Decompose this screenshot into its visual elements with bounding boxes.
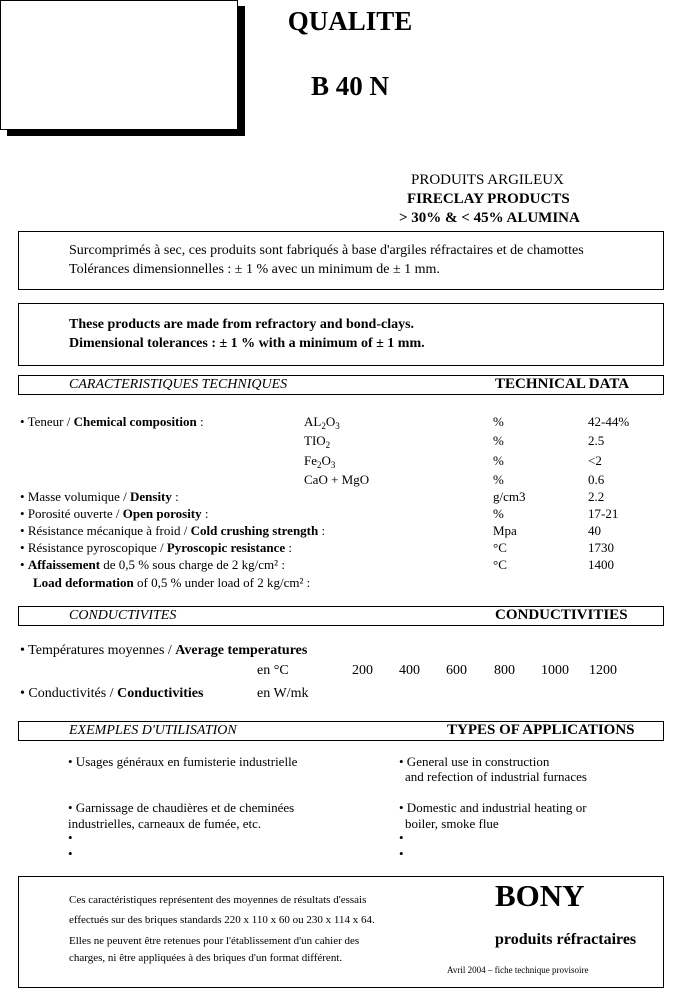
- property-density: • Masse volumique / Density :: [20, 489, 179, 504]
- composition-tio2-value: 2.5: [588, 433, 605, 448]
- description-fr-line1: Surcomprimés à sec, ces produits sont fabriqués à base d'argiles réfractaires et de chamottes: [69, 243, 584, 258]
- conductivity-unit: en W/mk: [257, 686, 309, 701]
- composition-tio2: $TIO_2$: [304, 433, 331, 450]
- temperature-value: 800: [494, 663, 515, 678]
- application-en-bullet: •: [399, 846, 404, 861]
- application-fr-2: • Garnissage de chaudières et de cheminées: [68, 800, 295, 815]
- application-fr-bullet: •: [68, 830, 73, 845]
- property-deformation-value: 1400: [588, 557, 614, 572]
- application-en-2: • Domestic and industrial heating or: [399, 800, 587, 815]
- technical-header: [18, 375, 664, 395]
- brand-logo: BONY: [495, 878, 585, 913]
- composition-cao-mgo-value: 0.6: [588, 472, 605, 487]
- property-crushing-strength: • Résistance mécanique à froid / Cold crushing strength :: [20, 523, 326, 538]
- category-alumina: > 30% & < 45% ALUMINA: [399, 210, 580, 226]
- document-date: Avril 2004 – fiche technique provisoire: [447, 965, 589, 975]
- description-fr-line2: Tolérances dimensionnelles : ± 1 % avec un minimum de ± 1 mm.: [69, 262, 440, 277]
- temperature-value: 1000: [541, 663, 569, 678]
- technical-header-en: TECHNICAL DATA: [495, 376, 630, 392]
- footer-note-4: charges, ni être appliquées à des briques d'un format différent.: [69, 952, 343, 964]
- conductivity-temperature-label: • Températures moyennes / Average temperatures: [20, 643, 308, 658]
- property-pyroscopic-value: 1730: [588, 540, 614, 555]
- property-density-unit: g/cm3: [493, 489, 526, 504]
- composition-al2o3-unit: %: [493, 414, 504, 429]
- description-en-box: [18, 303, 664, 366]
- temperature-value: 600: [446, 663, 467, 678]
- conductivity-label: • Conductivités / Conductivities: [20, 686, 204, 701]
- composition-al2o3: $AL_2O_3$: [304, 414, 340, 431]
- property-density-value: 2.2: [588, 489, 605, 504]
- category-en: FIRECLAY PRODUCTS: [407, 191, 570, 207]
- title-box: [0, 0, 413, 130]
- footer-note-1: Ces caractéristiques représentent des moyennes de résultats d'essais: [69, 894, 367, 906]
- conductivity-temperature-unit: en °C: [257, 663, 289, 678]
- composition-cao-mgo-unit: %: [493, 472, 504, 487]
- property-deformation-unit: °C: [493, 557, 507, 572]
- property-crushing-strength-unit: Mpa: [493, 523, 517, 538]
- footer-note-2: effectués sur des briques standards 220 x 110 x 60 ou 230 x 114 x 64.: [69, 914, 375, 926]
- application-en-1: • General use in construction: [399, 754, 550, 769]
- title-quality: QUALITE: [287, 6, 413, 36]
- description-en-line1: These products are made from refractory and bond-clays.: [69, 317, 415, 332]
- composition-al2o3-value: 42-44%: [588, 414, 630, 429]
- property-porosity-unit: %: [493, 506, 504, 521]
- technical-header-fr: CARACTERISTIQUES TECHNIQUES: [69, 377, 288, 392]
- property-deformation-fr: • Affaissement de 0,5 % sous charge de 2 kg/cm² :: [20, 557, 285, 572]
- temperature-value: 400: [399, 663, 420, 678]
- footer-note-3: Elles ne peuvent être retenues pour l'établissement d'un cahier des: [69, 935, 360, 947]
- application-en-2b: boiler, smoke flue: [405, 816, 499, 831]
- applications-header: [18, 721, 664, 741]
- composition-fe2o3-value: <2: [588, 453, 602, 468]
- composition-fe2o3: $Fe_2O_3$: [304, 453, 336, 470]
- composition-tio2-unit: %: [493, 433, 504, 448]
- brand-subtitle: produits réfractaires: [495, 931, 637, 948]
- category-fr: PRODUITS ARGILEUX: [411, 172, 564, 188]
- composition-fe2o3-unit: %: [493, 453, 504, 468]
- property-pyroscopic-unit: °C: [493, 540, 507, 555]
- property-deformation-en: Load deformation of 0,5 % under load of 2 kg/cm² :: [33, 575, 311, 590]
- application-fr-2b: industrielles, carneaux de fumée, etc.: [68, 816, 262, 831]
- conductivity-header-en: CONDUCTIVITIES: [495, 607, 628, 623]
- composition-cao-mgo: CaO + MgO: [304, 472, 370, 487]
- property-porosity: • Porosité ouverte / Open porosity :: [20, 506, 209, 521]
- applications-header-fr: EXEMPLES D'UTILISATION: [69, 723, 237, 738]
- application-en-bullet: •: [399, 830, 404, 845]
- conductivity-header: [18, 606, 664, 626]
- footer-box: [18, 876, 664, 988]
- temperature-value: 200: [352, 663, 373, 678]
- applications-header-en: TYPES OF APPLICATIONS: [447, 722, 635, 738]
- property-pyroscopic: • Résistance pyroscopique / Pyroscopic resistance :: [20, 540, 292, 555]
- description-fr-box: [18, 231, 664, 290]
- application-fr-bullet: •: [68, 846, 73, 861]
- application-fr-1: • Usages généraux en fumisterie industrielle: [68, 754, 298, 769]
- conductivity-header-fr: CONDUCTIVITES: [69, 608, 177, 623]
- composition-label: • Teneur / Chemical composition :: [20, 414, 204, 429]
- application-en-1b: and refection of industrial furnaces: [405, 769, 587, 784]
- temperature-value: 1200: [589, 663, 617, 678]
- title-grade: B 40 N: [310, 71, 389, 101]
- property-porosity-value: 17-21: [588, 506, 619, 521]
- description-en-line2: Dimensional tolerances : ± 1 % with a minimum of ± 1 mm.: [69, 336, 425, 351]
- property-crushing-strength-value: 40: [588, 523, 601, 538]
